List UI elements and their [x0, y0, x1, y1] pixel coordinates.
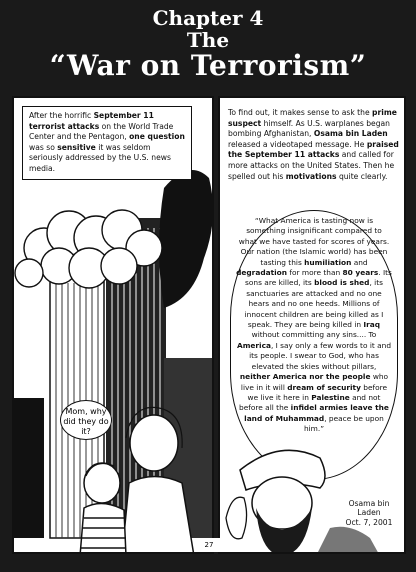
quote-part: for more than [287, 268, 343, 278]
bin-laden-portrait [220, 98, 406, 554]
chapter-number: Chapter 4 [152, 6, 264, 30]
title-the: The [186, 28, 230, 52]
caption-part: September 11 [93, 111, 154, 120]
narration-part: Osama bin Laden [313, 129, 388, 139]
narration-part: praised the September 11 attacks [228, 139, 399, 160]
narration-part: prime suspect [228, 108, 397, 128]
quote-part: without committing any sins.... To [251, 330, 377, 340]
caption-part: terrorist attacks [29, 121, 100, 131]
intro-caption [22, 106, 192, 180]
credit-name: Osama bin Laden [348, 498, 390, 518]
chapter-heading: “War on Terrorism” [49, 49, 367, 82]
quote-part: and [351, 257, 368, 267]
quote-part: , its sanctuaries are attacked and no one hears and no one heeds. Millions of innocent children are being killed as I speak. They are being killed in [244, 278, 384, 330]
quote-part: who live in it will [240, 372, 389, 392]
narration-part: and called for more attacks on the United States. Then he spelled out his [228, 150, 395, 181]
quote-part: blood is shed [314, 278, 370, 288]
quote-part: Palestine [311, 392, 350, 402]
quote-part: , I say only a few words to it and its people. I swear to God, who has elevated the skies without pillars, [249, 340, 392, 371]
quote-part: , peace be upon him.” [303, 413, 384, 434]
quote-part: and not before all the [239, 392, 381, 413]
quote-part: neither America nor the people [239, 372, 371, 382]
narration-part: To find out, it makes sense to ask the [228, 108, 373, 117]
child-speech-balloon: Mom, why did they do it? [60, 400, 112, 440]
caption-part: After the horrific [29, 111, 94, 120]
quote-part: 80 years [342, 268, 379, 278]
narration-part: released a videotaped message. He [228, 139, 367, 149]
quote-part: . Its sons are killed, its [245, 268, 392, 288]
quote-part: infidel armies leave the land of Muhammad [244, 403, 389, 423]
caption-part: on the World Trade Center and the Pentagon, [29, 121, 174, 142]
caption-part: it was seldom seriously addressed by the U.S. news media. [29, 142, 171, 173]
chapter-title [0, 6, 416, 82]
narration-part: quite clearly. [336, 171, 388, 181]
page-number: 27 [198, 538, 220, 552]
quote-part: Iraq [363, 320, 381, 330]
caption-part: one question [129, 132, 185, 142]
credit-date: Oct. 7, 2001 [345, 518, 393, 528]
quote-part: America [236, 340, 271, 350]
quote-part: dream of security [287, 382, 361, 392]
left-panel [12, 96, 214, 554]
caption-part: sensitive [57, 142, 96, 152]
caption-part: was so [29, 142, 58, 152]
quote-part: before we live it here in [247, 382, 388, 402]
narration-part: himself. As U.S. warplanes began bombing Afghanistan, [228, 118, 390, 139]
quote-part: degradation [236, 268, 288, 278]
quote-part: humiliation [304, 257, 352, 267]
quote-part: “What America is tasting now is something insignificant compared to what we have tasted for scores of years. Our nation (the Islamic world) has been tasting this [238, 216, 390, 267]
right-panel [218, 96, 406, 554]
narration-part: motivations [285, 171, 337, 181]
quote-credit [344, 499, 394, 528]
